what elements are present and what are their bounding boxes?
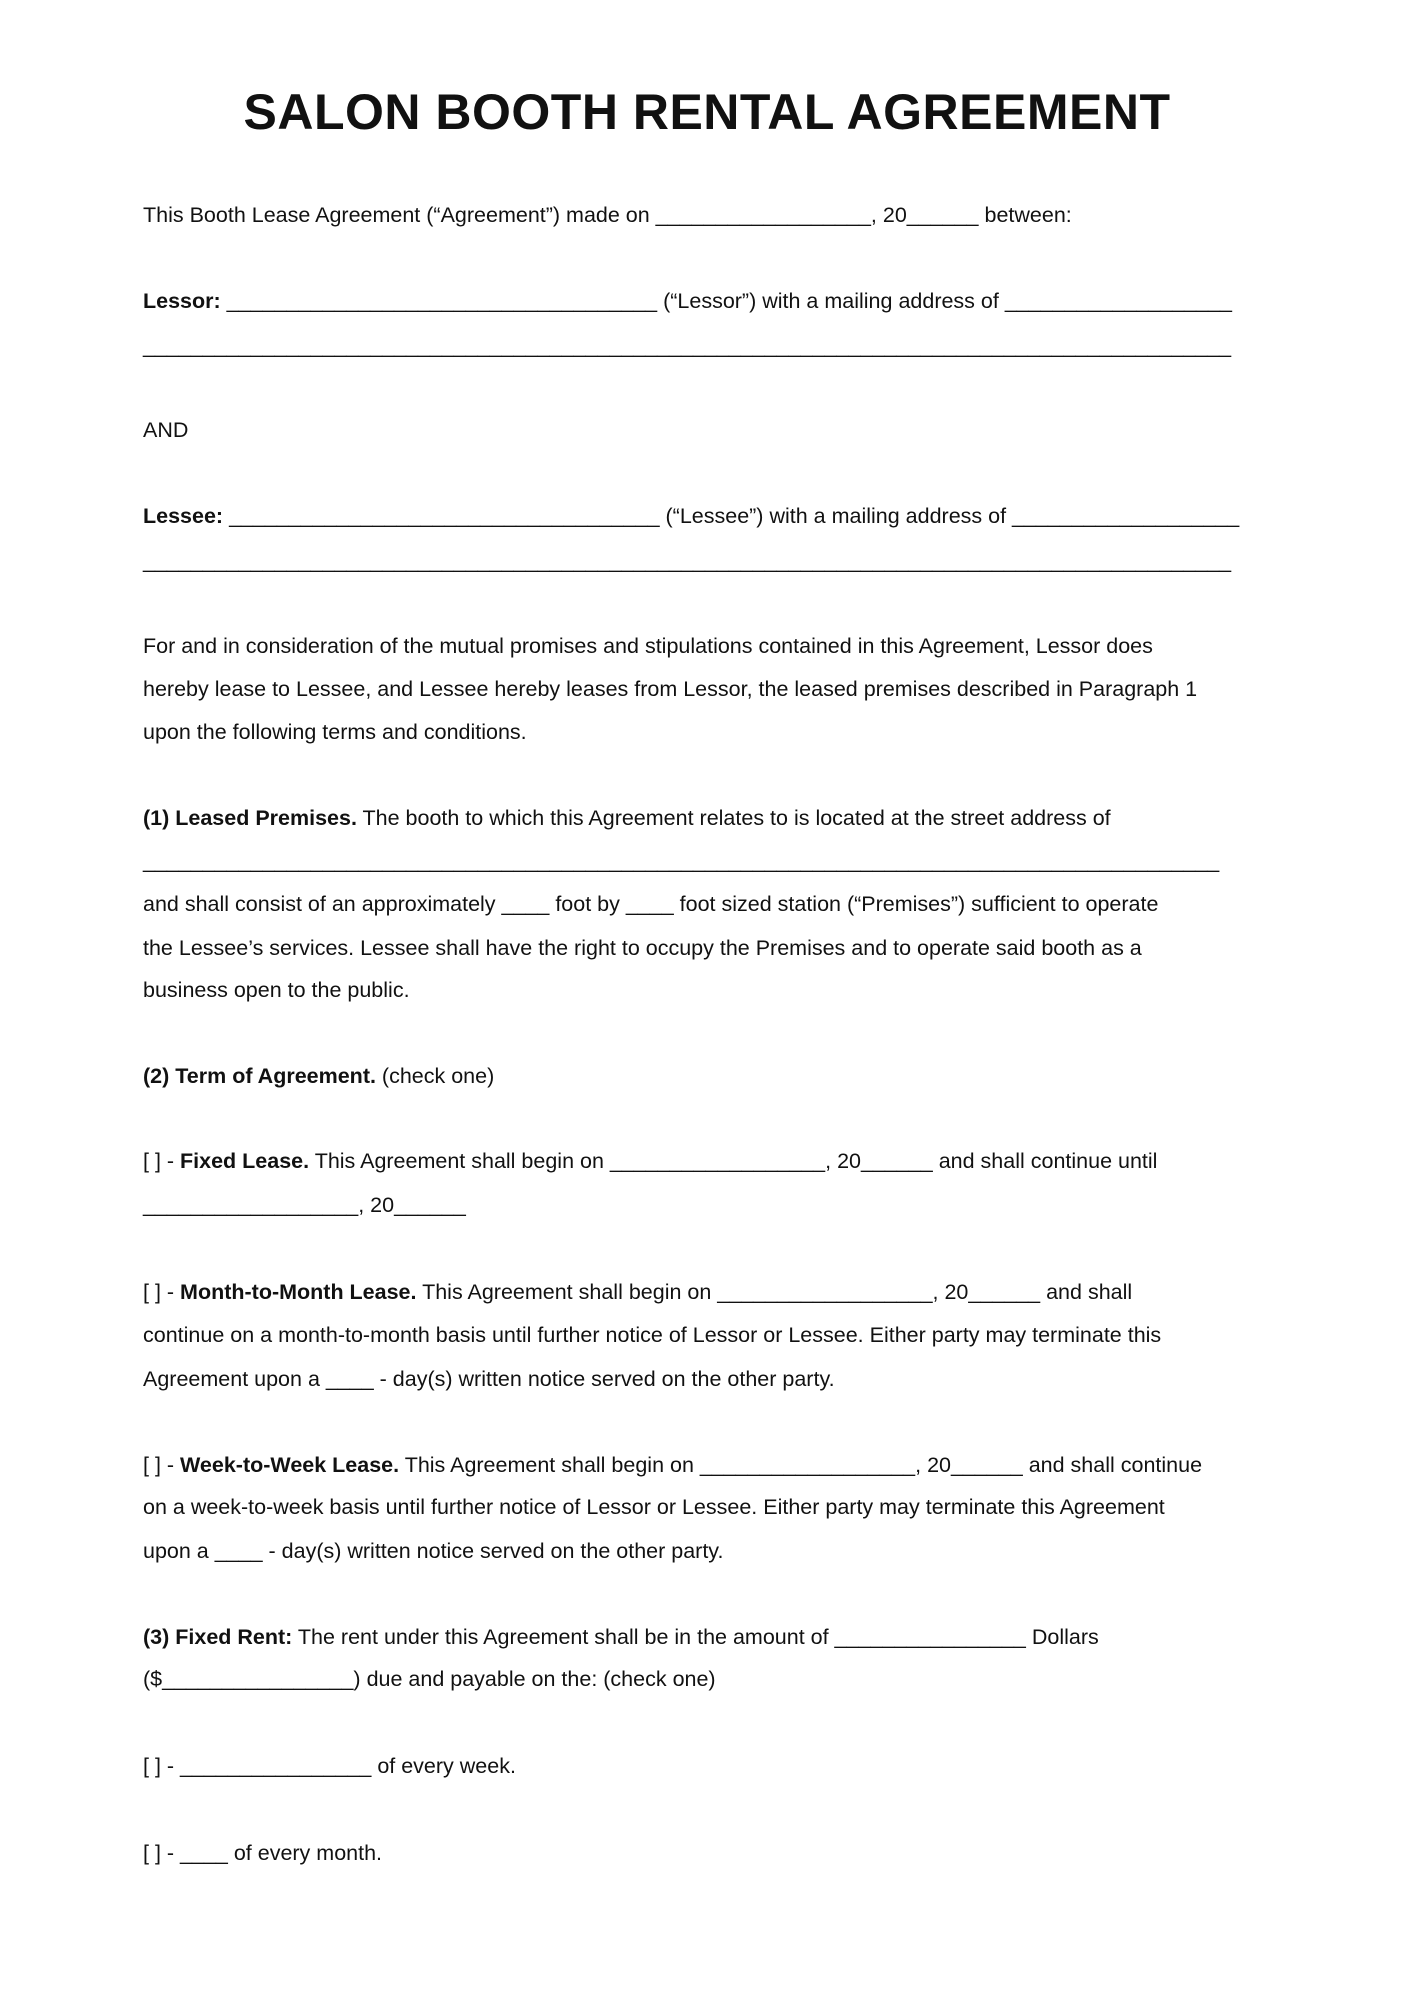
section1-address-blank: __________________________________________________________________________________________ (143, 849, 1220, 873)
lessor-address-line: ___________________________________________________________________________________________ (143, 334, 1232, 358)
section3-line: ($________________) due and payable on the: (check one) (143, 1667, 716, 1691)
weekly-lease-line: upon a ____ - day(s) written notice served on the other party. (143, 1539, 724, 1563)
section1-line: business open to the public. (143, 978, 410, 1002)
monthly-lease-line (143, 1278, 1132, 1306)
section1-line: the Lessee’s services. Lessee shall have the right to occupy the Premises and to operate said booth as a (143, 936, 1142, 960)
monthly-lease-text: This Agreement shall begin on __________________, 20______ and shall (416, 1280, 1133, 1304)
rent-monthly-checkbox[interactable]: [ ] - (143, 1841, 181, 1865)
section2-line (143, 1062, 494, 1090)
and-label: AND (143, 418, 189, 442)
section3-text: The rent under this Agreement shall be in the amount of ________________ Dollars (292, 1625, 1099, 1649)
weekly-lease-line (143, 1451, 1202, 1479)
fixed-lease-line (143, 1147, 1157, 1175)
section2-heading: (2) Term of Agreement. (143, 1064, 376, 1088)
lessee-address-line: ___________________________________________________________________________________________ (143, 549, 1232, 573)
weekly-lease-checkbox[interactable]: [ ] - (143, 1453, 181, 1477)
lessee-label: Lessee: (143, 504, 224, 528)
monthly-lease-line: continue on a month-to-month basis until further notice of Lessor or Lessee. Either party may terminate this (143, 1323, 1162, 1347)
rent-weekly-checkbox[interactable]: [ ] - (143, 1754, 181, 1778)
lessor-line (143, 287, 1232, 315)
monthly-lease-checkbox[interactable]: [ ] - (143, 1280, 181, 1304)
intro-line: This Booth Lease Agreement (“Agreement”) made on __________________, 20______ between: (143, 203, 1072, 227)
rent-option-weekly (143, 1752, 516, 1780)
weekly-lease-text: This Agreement shall begin on __________________, 20______ and shall continue (399, 1453, 1203, 1477)
weekly-lease-label: Week-to-Week Lease. (180, 1453, 400, 1477)
consideration-line: upon the following terms and conditions. (143, 720, 527, 744)
lessee-name-address-blank: ____________________________________ (“Lessee”) with a mailing address of ___________________ (223, 504, 1240, 528)
fixed-lease-line: __________________, 20______ (143, 1193, 466, 1217)
consideration-line: For and in consideration of the mutual promises and stipulations contained in this Agreement, Lessor does (143, 634, 1153, 658)
rent-weekly-text: ________________ of every week. (180, 1754, 516, 1778)
section3-heading: (3) Fixed Rent: (143, 1625, 293, 1649)
rent-option-monthly (143, 1839, 382, 1867)
fixed-lease-checkbox[interactable]: [ ] - (143, 1149, 181, 1173)
document-title: SALON BOOTH RENTAL AGREEMENT (243, 84, 1171, 140)
section3-line (143, 1623, 1099, 1651)
monthly-lease-line: Agreement upon a ____ - day(s) written notice served on the other party. (143, 1367, 835, 1391)
lessor-label: Lessor: (143, 289, 221, 313)
lessee-line (143, 502, 1239, 530)
fixed-lease-text: This Agreement shall begin on __________________, 20______ and shall continue until (309, 1149, 1158, 1173)
weekly-lease-line: on a week-to-week basis until further notice of Lessor or Lessee. Either party may terminate this Agreement (143, 1495, 1165, 1519)
fixed-lease-label: Fixed Lease. (180, 1149, 310, 1173)
lessor-name-address-blank: ____________________________________ (“Lessor”) with a mailing address of ___________________ (220, 289, 1233, 313)
section2-note: (check one) (375, 1064, 495, 1088)
section1-text: The booth to which this Agreement relates to is located at the street address of (356, 806, 1111, 830)
section1-line (143, 804, 1111, 832)
monthly-lease-label: Month-to-Month Lease. (180, 1280, 417, 1304)
rent-monthly-text: ____ of every month. (180, 1841, 383, 1865)
section1-line: and shall consist of an approximately ____ foot by ____ foot sized station (“Premises”) sufficient to operate (143, 892, 1159, 916)
section1-heading: (1) Leased Premises. (143, 806, 357, 830)
consideration-line: hereby lease to Lessee, and Lessee hereby leases from Lessor, the leased premises described in Paragraph 1 (143, 677, 1198, 701)
